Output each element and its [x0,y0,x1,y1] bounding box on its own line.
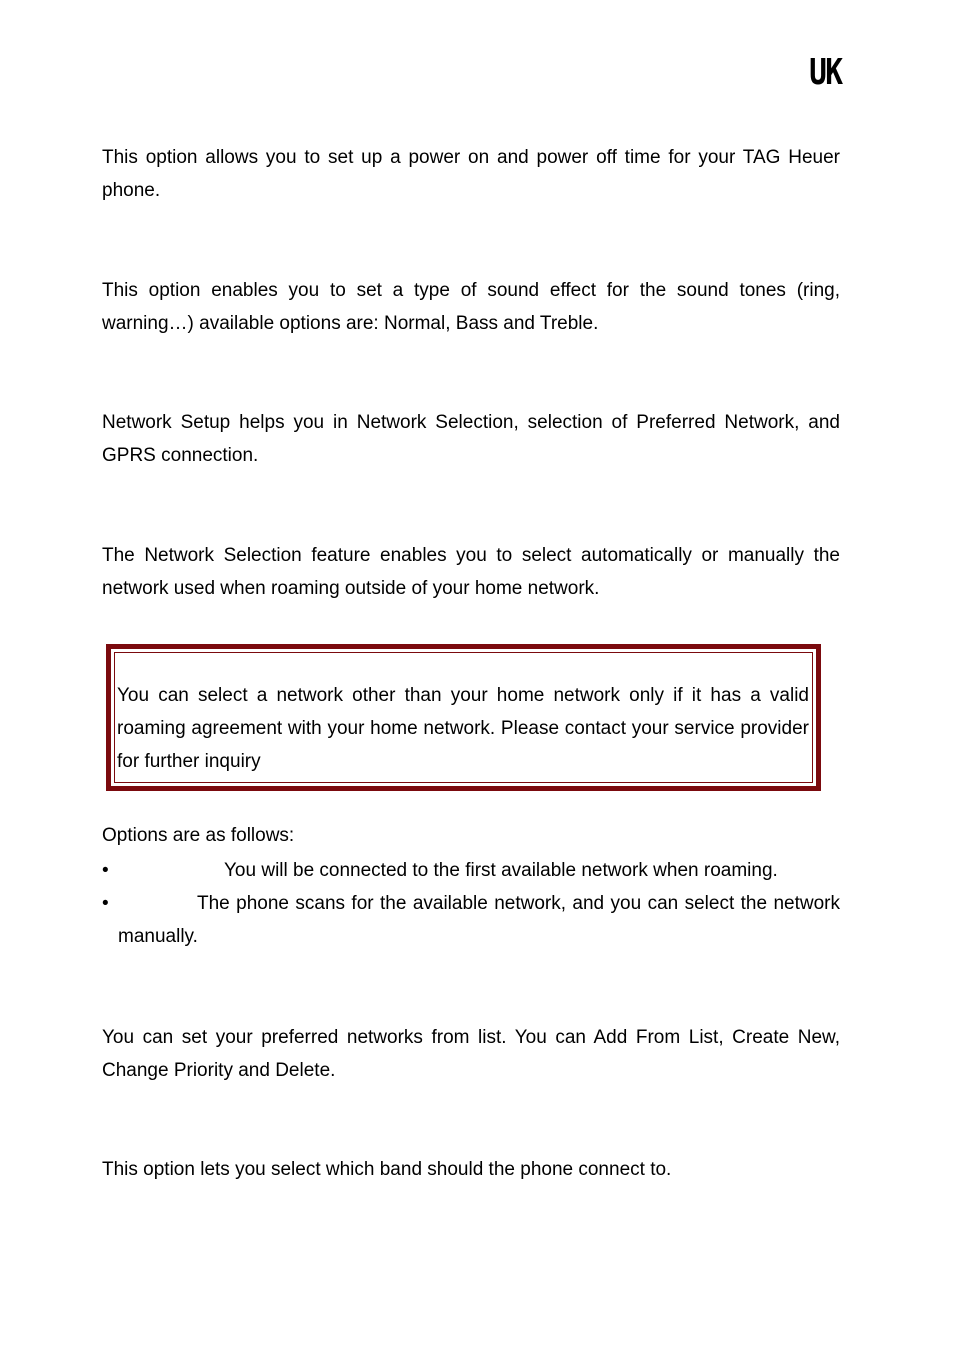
network-setup-description: Network Setup helps you in Network Selection, selection of Preferred Network, and GPRS connection. [102,412,840,466]
option-manual-text: The phone scans for the available network, and you can select the network manually. [118,893,840,947]
band-selection-description: This option lets you select which band should the phone connect to. [102,1159,672,1180]
list-item [102,887,840,953]
preferred-networks-description: You can set your preferred networks from list. You can Add From List, Create New, Change Priority and Delete. [102,1027,840,1081]
options-list [102,854,840,953]
note-text: You can select a network other than your home network only if it has a valid roaming agreement with your home network. Please contact your service provider for further inquiry [117,685,809,772]
bullet-icon: • [102,860,109,881]
bullet-icon: • [102,893,109,914]
sound-effect-description: This option enables you to set a type of sound effect for the sound tones (ring, warning…) available options are: Normal, Bass and Treble. [102,280,840,334]
options-intro: Options are as follows: [102,825,295,846]
network-selection-description: The Network Selection feature enables you to select automatically or manually the network used when roaming outside of your home network. [102,545,840,599]
option-automatic-text: You will be connected to the first available network when roaming. [224,860,778,881]
language-tag: UK [808,52,841,93]
power-on-off-description: This option allows you to set up a power on and power off time for your TAG Heuer phone. [102,147,840,201]
list-item [102,854,840,887]
